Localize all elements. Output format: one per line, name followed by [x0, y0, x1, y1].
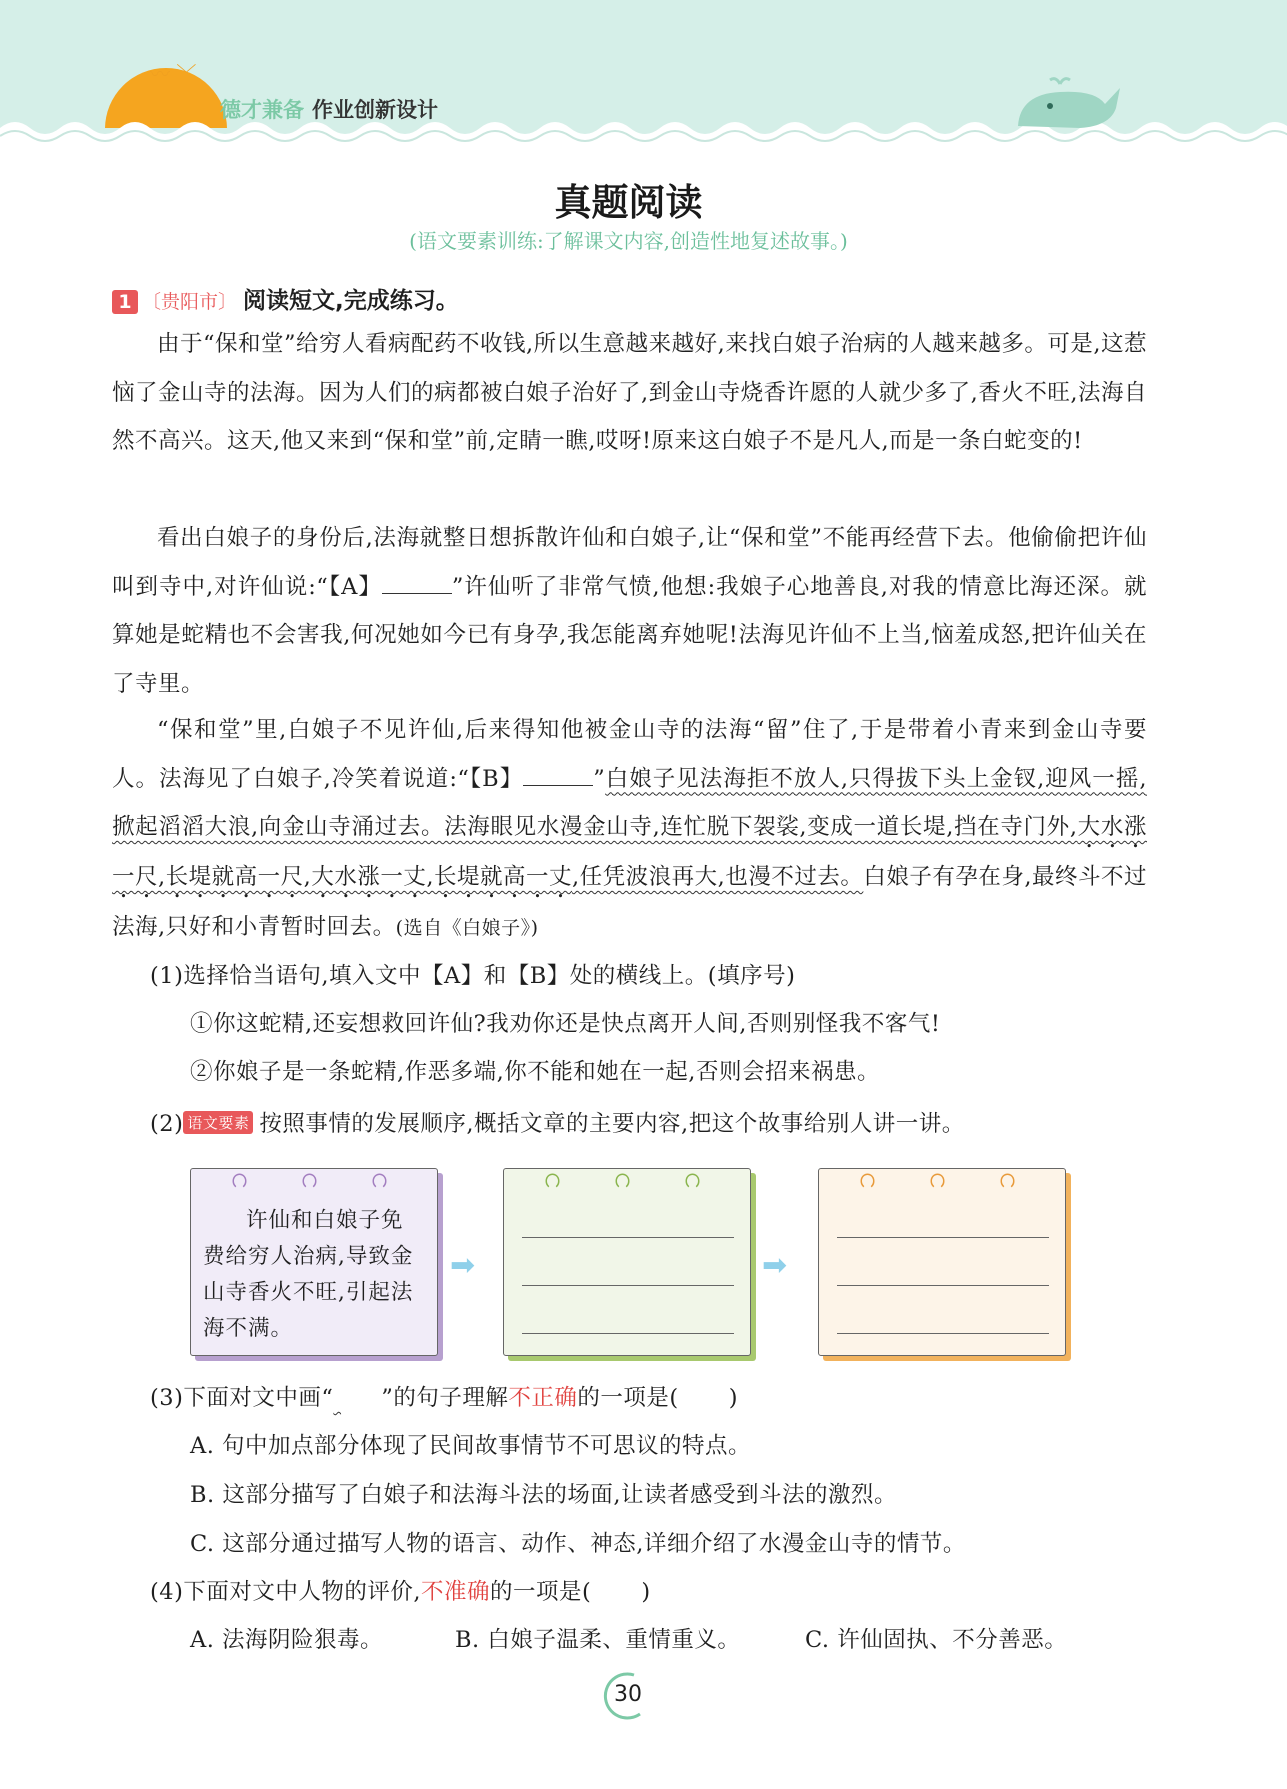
q3-option-c: C. 这部分通过描写人物的语言、动作、神态,详细介绍了水漫金山寺的情节。 — [190, 1531, 966, 1557]
passage-source: (选自《白娘子》) — [395, 917, 539, 939]
q4-stem-red: 不准确 — [421, 1579, 491, 1605]
p3-dotted-phrase: 大水涨一尺,长堤就高一尺,大水涨一丈,长堤就高一丈 — [112, 814, 1147, 890]
wavy-line-sample — [333, 1385, 381, 1411]
q1-stem: (1)选择恰当语句,填入文中【A】和【B】处的横线上。(填序号) — [150, 963, 796, 989]
ring-icon: ဂ — [371, 1160, 389, 1195]
q3-stem-c: 的一项是( — [577, 1385, 679, 1411]
writing-line[interactable] — [837, 1285, 1049, 1286]
p2-text-after: ”许仙听了非常气愤,他想:我娘子心地善良,对我的情意比海还深。就算她是蛇精也不会害我,何况她如今已有身孕,我怎能离弃她呢!法海见许仙不上当,恼羞成怒,把许仙关在了寺里。 — [112, 573, 1147, 697]
q1-option-2: ②你娘子是一条蛇精,作恶多端,你不能和她在一起,否则会招来祸患。 — [190, 1059, 880, 1085]
writing-line[interactable] — [837, 1237, 1049, 1238]
writing-line[interactable] — [522, 1285, 734, 1286]
writing-line[interactable] — [522, 1333, 734, 1334]
page-title: 真题阅读 — [554, 181, 703, 224]
story-card-1 — [190, 1160, 438, 1356]
ring-icon: ဂ — [614, 1160, 632, 1195]
story-card-3[interactable] — [818, 1160, 1066, 1356]
ring-icon: ဂ — [684, 1160, 702, 1195]
q2-stem-text: 按照事情的发展顺序,概括文章的主要内容,把这个故事给别人讲一讲。 — [259, 1111, 965, 1137]
passage-paragraph-1: 由于“保和堂”给穷人看病配药不收钱,所以生意越来越好,来找白娘子治病的人越来越多。可是,这惹恼了金山寺的法海。因为人们的病都被白娘子治好了,到金山寺烧香许愿的人就少多了,香火不旺,法海自然不高兴。这天,他又来到“保和堂”前,定睛一瞧,哎呀!原来这白娘子不是凡人,而是一条白蛇变的! — [112, 331, 1147, 454]
q4-option-a: A. 法海阴险狠毒。 — [190, 1627, 384, 1653]
ring-icon: ဂ — [301, 1160, 319, 1195]
question-source: 〔贵阳市〕 — [142, 291, 238, 313]
q4-stem-a: (4)下面对文中人物的评价, — [150, 1579, 422, 1605]
question-prompt: 阅读短文,完成练习。 — [243, 288, 459, 314]
p3-quote-close: ” — [593, 765, 606, 792]
brand-dark: 作业创新设计 — [312, 98, 438, 122]
p3-text-before: “保和堂”里,白娘子不见许仙,后来得知他被金山寺的法海“留”住了,于是带着小青来到金山寺要人。法海见了白娘子,冷笑着说道:“【B】 — [112, 717, 1147, 792]
page-subtitle: (语文要素训练:了解课文内容,创造性地复述故事。) — [409, 229, 848, 253]
arrow-right-icon: ➡ — [762, 1248, 788, 1283]
q2-prefix: (2) — [150, 1111, 184, 1137]
p3-text-end: 白娘子有孕在身,最终斗不过法海,只好和小青暂时回去。 — [112, 864, 1147, 940]
q3-stem — [150, 1380, 738, 1412]
ring-icon: ဂ — [544, 1160, 562, 1195]
ring-icon: ဂ — [929, 1160, 947, 1195]
passage-paragraph-3 — [112, 706, 1147, 953]
writing-line[interactable] — [837, 1333, 1049, 1334]
p2-text-before: 看出白娘子的身份后,法海就整日想拆散许仙和白娘子,让“保和堂”不能再经营下去。他偷偷把许仙叫到寺中,对许仙说:“【A】 — [112, 525, 1147, 600]
passage-paragraph-2 — [112, 514, 1147, 708]
blank-b[interactable] — [523, 765, 593, 786]
ring-icon: ဂ — [999, 1160, 1017, 1195]
brand-title — [220, 94, 438, 124]
page-number — [598, 1670, 658, 1720]
ring-icon: ဂ — [859, 1160, 877, 1195]
ring-icon: ဂ — [231, 1160, 249, 1195]
blank-a[interactable] — [382, 573, 452, 594]
q4-stem-b: 的一项是( — [490, 1579, 592, 1605]
writing-line[interactable] — [522, 1237, 734, 1238]
whale-icon — [1010, 74, 1130, 134]
p3-wavy-sentence-1: 白娘子见法海拒不放人,只得拔下头上金钗,迎风一摇,掀起滔滔大浪,向金山寺涌过去。法海眼见水漫金山寺,连忙脱下袈裟,变成一道长堤,挡在寺门外, — [112, 765, 1147, 840]
birds-icon: 〰 ﹀ — [150, 62, 197, 86]
question-number: 1 — [112, 290, 138, 314]
q3-stem-b: ”的句子理解 — [381, 1385, 509, 1411]
story-card-1-text: 许仙和白娘子免费给穷人治病,导致金山寺香火不旺,引起法海不满。 — [203, 1208, 414, 1341]
p3-wavy-sentence-2: ,任凭波浪再大,也漫不过去。 — [572, 864, 864, 890]
q3-stem-a: (3)下面对文中画“ — [150, 1385, 334, 1411]
q3-option-b: B. 这部分描写了白娘子和法海斗法的场面,让读者感受到斗法的激烈。 — [190, 1482, 897, 1508]
q2-stem — [150, 1106, 965, 1138]
brand-green: 德才兼备 — [220, 98, 304, 122]
story-card-2[interactable] — [503, 1160, 751, 1356]
q3-option-a: A. 句中加点部分体现了民间故事情节不可思议的特点。 — [190, 1433, 752, 1459]
question-heading — [112, 282, 459, 315]
q3-stem-red: 不正确 — [508, 1385, 578, 1411]
q3-stem-d: ) — [728, 1385, 738, 1411]
page-number-text: 30 — [614, 1682, 642, 1707]
q4-stem — [150, 1574, 651, 1606]
q1-option-1: ①你这蛇精,还妄想救回许仙?我劝你还是快点离开人间,否则别怪我不客气! — [190, 1011, 941, 1037]
q2-tag: 语文要素 — [183, 1111, 253, 1134]
q4-option-c: C. 许仙固执、不分善恶。 — [805, 1627, 1068, 1653]
q4-option-b: B. 白娘子温柔、重情重义。 — [455, 1627, 741, 1653]
q4-stem-c: ) — [641, 1579, 651, 1605]
arrow-right-icon: ➡ — [450, 1248, 476, 1283]
